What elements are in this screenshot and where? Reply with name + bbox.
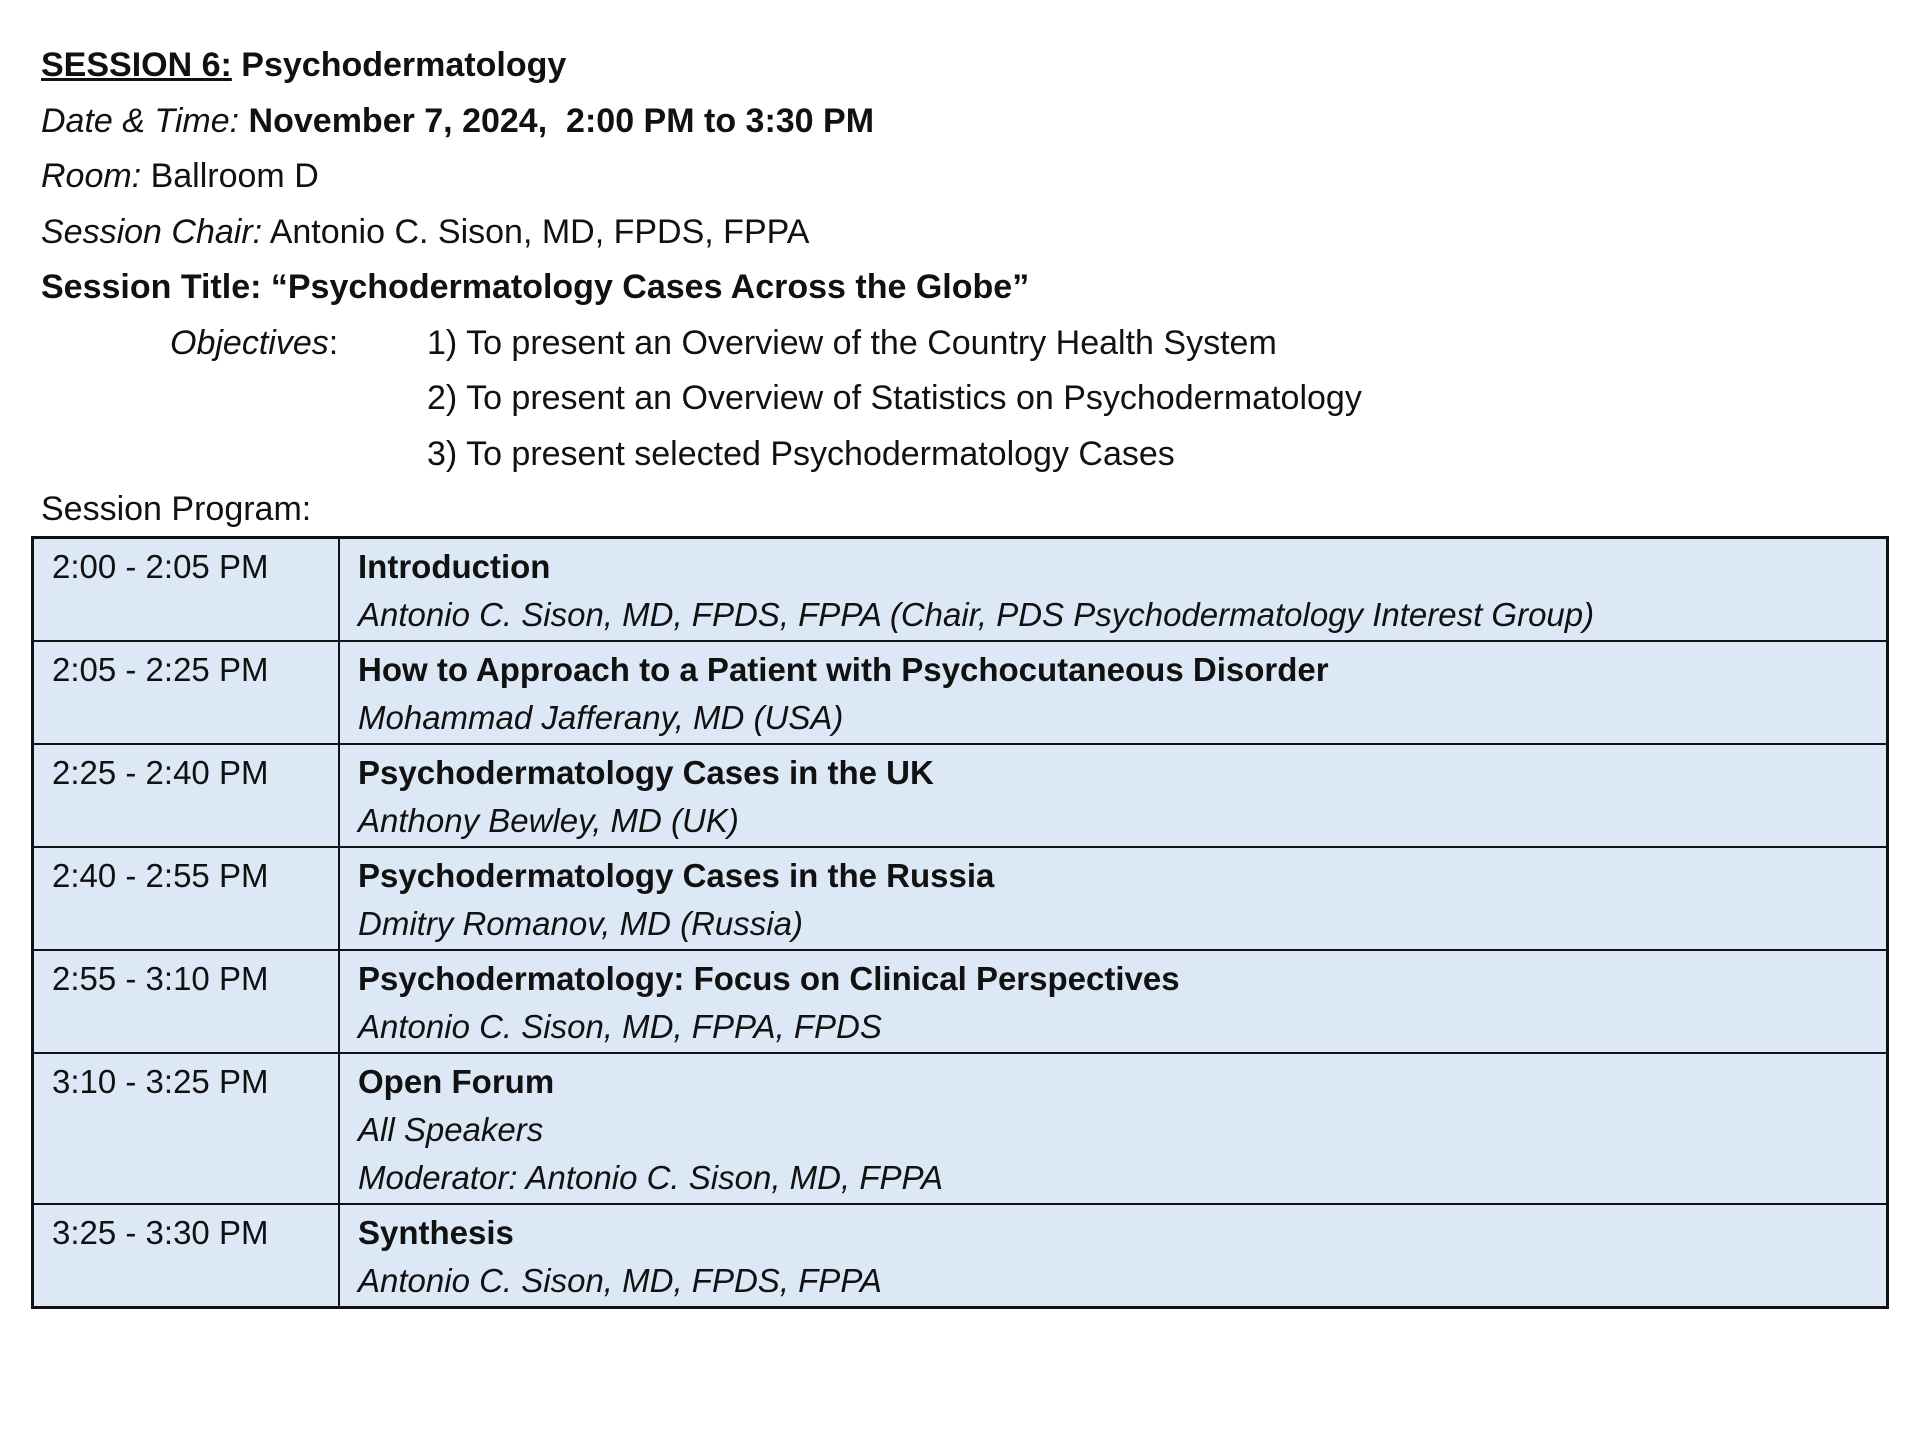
objective-item: 2) To present an Overview of Statistics on Psychodermatology [427,379,1362,417]
chair-value: Antonio C. Sison, MD, FPDS, FPPA [269,212,810,251]
talk-title: Psychodermatology Cases in the UK [358,754,934,791]
program-label: Session Program: [41,490,312,528]
time-cell: 2:00 - 2:05 PM [33,538,340,642]
table-row [33,950,1888,1053]
time-cell: 2:25 - 2:40 PM [33,744,340,847]
table-row [33,847,1888,950]
talk-title: Introduction [358,548,551,585]
table-row [33,1204,1888,1308]
table-row [33,538,1888,642]
speaker-name: Dmitry Romanov, MD (Russia) [358,905,803,942]
program-table-body [33,538,1888,1308]
chair-label: Session Chair: [41,212,263,251]
time-cell: 3:10 - 3:25 PM [33,1053,340,1204]
session-name: Psychodermatology [241,46,567,84]
room-label: Room: [41,157,142,195]
talk-title: Open Forum [358,1063,555,1100]
talk-cell [339,538,1888,642]
talk-title: Psychodermatology Cases in the Russia [358,857,995,894]
speaker-name: Antonio C. Sison, MD, FPDS, FPPA [358,1262,882,1299]
talk-cell [339,1053,1888,1204]
time-cell: 2:40 - 2:55 PM [33,847,340,950]
objective-item: 3) To present selected Psychodermatology Cases [427,434,1175,473]
time-cell: 3:25 - 3:30 PM [33,1204,340,1308]
objectives-list [427,316,1362,483]
table-row [33,1053,1888,1204]
table-row [33,744,1888,847]
talk-cell [339,1204,1888,1308]
objective-item: 1) To present an Overview of the Country Health System [427,323,1277,362]
session-heading [41,38,1891,94]
room-value: Ballroom D [150,157,319,195]
talk-cell [339,744,1888,847]
speaker-name: All Speakers [358,1111,544,1148]
speaker-name: Antonio C. Sison, MD, FPDS, FPPA (Chair, PDS Psychodermatology Interest Group) [358,596,1595,633]
room-line [41,149,1891,205]
talk-title: How to Approach to a Patient with Psychocutaneous Disorder [358,651,1329,688]
datetime-line [41,94,1891,150]
speaker-name: Mohammad Jafferany, MD (USA) [358,699,844,736]
talk-cell [339,641,1888,744]
time-cell: 2:05 - 2:25 PM [33,641,340,744]
table-row [33,641,1888,744]
session-title: Session Title: “Psychodermatology Cases Across the Globe” [41,268,1030,306]
talk-title: Psychodermatology: Focus on Clinical Perspectives [358,960,1180,997]
session-header [41,38,1891,538]
session-label: SESSION 6: [41,46,232,84]
datetime-value: November 7, 2024, 2:00 PM to 3:30 PM [248,101,875,140]
datetime-label: Date & Time: [41,101,240,140]
objectives-label: Objectives [170,323,329,362]
speaker-name: Anthony Bewley, MD (UK) [358,802,739,839]
talk-cell [339,950,1888,1053]
objectives-block [41,316,1891,483]
talk-cell [339,847,1888,950]
speaker-name: Antonio C. Sison, MD, FPPA, FPDS [358,1008,882,1045]
objectives-colon: : [328,323,339,362]
time-cell: 2:55 - 3:10 PM [33,950,340,1053]
talk-title: Synthesis [358,1214,514,1251]
speaker-name: Moderator: Antonio C. Sison, MD, FPPA [358,1159,944,1196]
chair-line [41,205,1891,261]
objectives-label-wrap [170,316,338,372]
program-table [31,536,1889,1309]
